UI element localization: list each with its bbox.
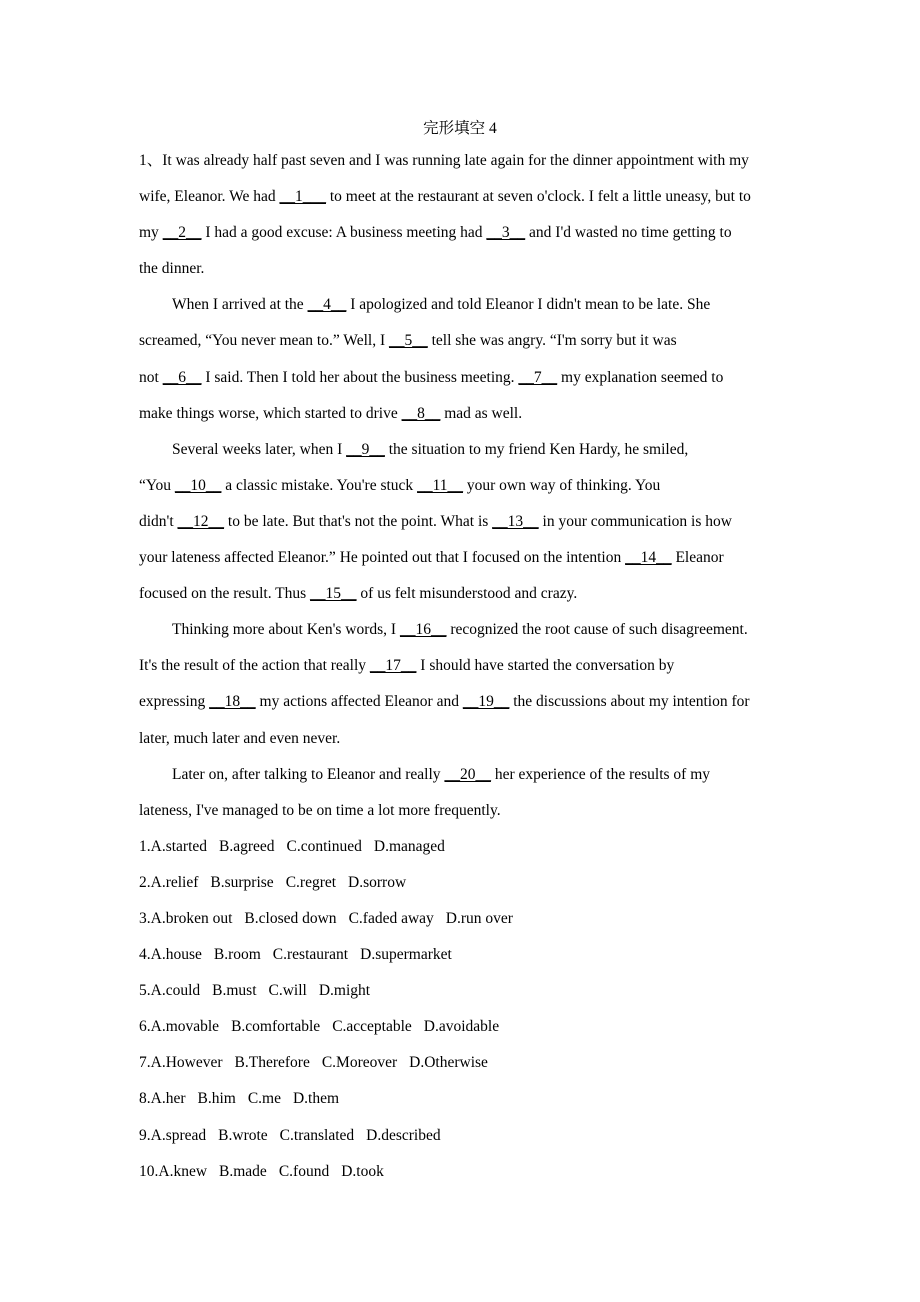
passage-text: focused on the result. Thus — [139, 585, 311, 603]
passage-text: to be late. But that's not the point. What is — [224, 512, 493, 530]
cloze-blank[interactable]: __3__ — [486, 224, 526, 242]
answer-option[interactable]: A.knew — [158, 1162, 208, 1180]
answer-option[interactable]: B.room — [213, 946, 261, 964]
passage-text: When I arrived at the — [172, 296, 308, 314]
passage-line — [139, 504, 781, 540]
answer-option[interactable]: C.me — [247, 1090, 281, 1108]
passage-text: 1、It was already half past seven and I was running late again for the dinner appointment with my — [139, 152, 749, 169]
passage-text: and I'd wasted no time getting to — [525, 224, 732, 242]
passage-text: didn't — [139, 512, 178, 530]
passage-line — [139, 684, 781, 720]
answer-option[interactable]: A.broken out — [150, 909, 233, 927]
passage-line — [139, 540, 781, 576]
cloze-blank[interactable]: __13__ — [492, 512, 539, 530]
answer-option[interactable]: D.them — [292, 1090, 340, 1108]
answer-option[interactable]: B.agreed — [219, 837, 275, 855]
answer-options-list — [139, 829, 781, 1190]
passage-line — [139, 612, 781, 648]
passage-line — [139, 793, 781, 829]
answer-option[interactable]: A.However — [150, 1054, 223, 1072]
passage-text: expressing — [139, 693, 210, 711]
question-number: 10. — [139, 1162, 159, 1180]
passage-line — [139, 432, 781, 468]
passage-text: Eleanor — [671, 549, 724, 567]
cloze-blank[interactable]: __4__ — [307, 296, 347, 314]
question-options-row — [139, 973, 781, 1009]
cloze-blank[interactable]: __20__ — [444, 765, 491, 783]
passage-text: my explanation seemed to — [557, 368, 724, 386]
answer-option[interactable]: A.movable — [150, 1018, 220, 1036]
passage-text: my — [139, 224, 163, 242]
cloze-passage — [139, 143, 781, 829]
passage-line — [139, 396, 781, 432]
answer-option[interactable]: B.comfortable — [231, 1018, 321, 1036]
question-options-row — [139, 1154, 781, 1190]
question-options-row — [139, 1118, 781, 1154]
answer-option[interactable]: B.wrote — [218, 1126, 268, 1144]
cloze-blank[interactable]: __2__ — [162, 224, 202, 242]
document-page — [139, 117, 781, 1190]
answer-option[interactable]: D.described — [366, 1126, 441, 1144]
passage-text: It's the result of the action that really — [139, 657, 370, 675]
passage-text: I said. Then I told her about the business meeting. — [201, 368, 519, 386]
answer-option[interactable]: D.avoidable — [423, 1018, 500, 1036]
passage-line — [139, 251, 781, 287]
passage-text: my actions affected Eleanor and — [255, 693, 463, 711]
passage-text: tell she was angry. “I'm sorry but it was — [427, 332, 677, 350]
passage-text: screamed, “You never mean to.” Well, I — [139, 332, 389, 350]
passage-text: later, much later and even never. — [139, 729, 341, 747]
cloze-blank[interactable]: __10__ — [174, 476, 222, 494]
passage-text: I should have started the conversation by — [416, 657, 675, 675]
passage-text: “You — [139, 476, 175, 494]
answer-option[interactable]: D.supermarket — [360, 946, 452, 964]
question-options-row — [139, 829, 781, 865]
answer-option[interactable]: C.regret — [285, 873, 337, 891]
cloze-blank[interactable]: __1___ — [279, 188, 326, 206]
answer-option[interactable]: A.could — [150, 982, 201, 1000]
passage-text: Thinking more about Ken's words, I — [172, 621, 400, 639]
cloze-blank[interactable]: __16__ — [399, 621, 447, 639]
cloze-blank[interactable]: __19__ — [462, 693, 510, 711]
question-options-row — [139, 1081, 781, 1117]
question-number: 7. — [139, 1054, 151, 1072]
answer-option[interactable]: B.made — [219, 1162, 267, 1180]
answer-option[interactable]: B.must — [212, 982, 257, 1000]
question-number: 2. — [139, 873, 151, 891]
passage-text: the discussions about my intention for — [509, 693, 750, 711]
question-options-row — [139, 937, 781, 973]
answer-option[interactable]: B.him — [197, 1090, 236, 1108]
question-number: 6. — [139, 1018, 151, 1036]
passage-text: to meet at the restaurant at seven o'clock. I felt a little uneasy, but to — [326, 188, 751, 206]
answer-option[interactable]: C.restaurant — [272, 946, 349, 964]
answer-option[interactable]: D.might — [318, 982, 371, 1000]
question-options-row — [139, 1045, 781, 1081]
question-number: 4. — [139, 946, 151, 964]
answer-option[interactable]: C.will — [268, 982, 307, 1000]
answer-option[interactable]: A.relief — [150, 873, 199, 891]
passage-line — [139, 143, 781, 179]
passage-text: in your communication is how — [538, 512, 732, 530]
answer-option[interactable]: D.took — [341, 1162, 384, 1180]
cloze-blank[interactable]: __8__ — [401, 404, 441, 422]
passage-text: Later on, after talking to Eleanor and really — [172, 765, 445, 783]
cloze-blank[interactable]: __14__ — [625, 549, 672, 567]
question-options-row — [139, 865, 781, 901]
cloze-blank[interactable]: __6__ — [162, 368, 202, 386]
question-options-row — [139, 901, 781, 937]
passage-line — [139, 468, 781, 504]
passage-text: recognized the root cause of such disagreement. — [446, 621, 748, 639]
passage-text: make things worse, which started to drive — [139, 404, 402, 422]
passage-line — [139, 721, 781, 757]
passage-text: I apologized and told Eleanor I didn't mean to be late. She — [346, 296, 711, 314]
passage-line — [139, 648, 781, 684]
answer-option[interactable]: C.found — [278, 1162, 330, 1180]
passage-text: Several weeks later, when I — [172, 440, 347, 458]
passage-text: her experience of the results of my — [490, 765, 711, 783]
answer-option[interactable]: D.Otherwise — [409, 1054, 488, 1072]
answer-option[interactable]: C.translated — [279, 1126, 355, 1144]
question-number: 5. — [139, 982, 151, 1000]
passage-text: wife, Eleanor. We had — [139, 188, 280, 206]
passage-text: your lateness affected Eleanor.” He pointed out that I focused on the intention — [139, 549, 626, 567]
passage-line — [139, 360, 781, 396]
passage-text: the dinner. — [139, 260, 205, 278]
passage-text: lateness, I've managed to be on time a lot more frequently. — [139, 801, 501, 819]
passage-text: I had a good excuse: A business meeting had — [201, 224, 487, 242]
cloze-blank[interactable]: __12__ — [177, 512, 225, 530]
answer-option[interactable]: C.Moreover — [321, 1054, 398, 1072]
answer-option[interactable]: C.acceptable — [332, 1018, 412, 1036]
answer-option[interactable]: A.spread — [150, 1126, 207, 1144]
passage-text: not — [139, 368, 163, 386]
answer-option[interactable]: B.surprise — [210, 873, 274, 891]
passage-text: a classic mistake. You're stuck — [221, 476, 418, 494]
passage-text: mad as well. — [440, 404, 523, 422]
answer-option[interactable]: D.sorrow — [348, 873, 407, 891]
answer-option[interactable]: A.house — [150, 946, 202, 964]
passage-line — [139, 287, 781, 323]
answer-option[interactable]: D.run over — [445, 909, 513, 927]
question-options-row — [139, 1009, 781, 1045]
answer-option[interactable]: A.her — [150, 1090, 186, 1108]
cloze-blank[interactable]: __18__ — [209, 693, 256, 711]
passage-text: your own way of thinking. You — [463, 476, 661, 494]
passage-text: of us felt misunderstood and crazy. — [356, 585, 578, 603]
answer-option[interactable]: A.started — [150, 837, 208, 855]
passage-text: the situation to my friend Ken Hardy, he smiled, — [384, 440, 689, 458]
cloze-blank[interactable]: __11__ — [417, 476, 463, 494]
passage-line — [139, 323, 781, 359]
answer-option[interactable]: C.faded away — [348, 909, 434, 927]
question-number: 1. — [139, 837, 151, 855]
cloze-blank[interactable]: __15__ — [310, 585, 357, 603]
document-title: 完形填空 4 — [423, 120, 497, 137]
cloze-blank[interactable]: __7__ — [518, 368, 558, 386]
passage-line — [139, 757, 781, 793]
answer-option[interactable]: B.Therefore — [234, 1054, 310, 1072]
answer-option[interactable]: B.closed down — [244, 909, 337, 927]
passage-line — [139, 576, 781, 612]
cloze-blank[interactable]: __17__ — [369, 657, 417, 675]
cloze-blank[interactable]: __5__ — [388, 332, 428, 350]
question-number: 8. — [139, 1090, 151, 1108]
cloze-blank[interactable]: __9__ — [346, 440, 385, 458]
answer-option[interactable]: C.continued — [286, 837, 362, 855]
passage-line — [139, 215, 781, 251]
question-number: 9. — [139, 1126, 151, 1144]
question-number: 3. — [139, 909, 151, 927]
passage-line — [139, 179, 781, 215]
answer-option[interactable]: D.managed — [373, 837, 445, 855]
